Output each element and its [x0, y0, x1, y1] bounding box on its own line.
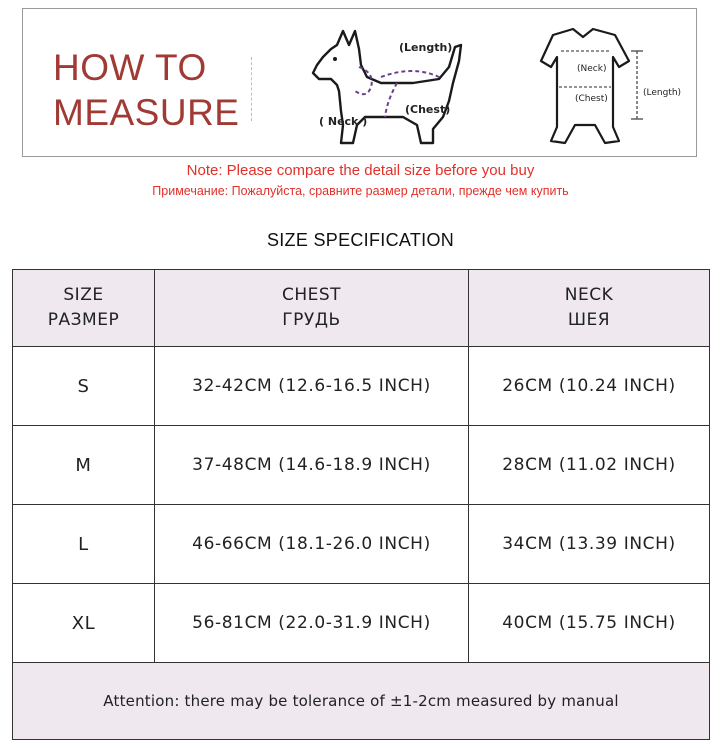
- size-specification-title: SIZE SPECIFICATION: [266, 230, 455, 250]
- tolerance-note: Attention: there may be tolerance of ±1-2cm measured by manual: [13, 663, 710, 740]
- header-size-en: SIZE: [63, 285, 104, 305]
- header-neck-en: NECK: [564, 285, 614, 305]
- size-table: [12, 269, 710, 740]
- header-chest: [155, 270, 469, 347]
- note-english: Note: Please compare the detail size before you buy: [186, 162, 535, 179]
- chest-cell: 37-48CM (14.6-18.9 INCH): [155, 426, 469, 505]
- jumpsuit-measure-illustration: [523, 23, 693, 153]
- header-size-ru: РАЗМЕР: [47, 310, 120, 330]
- header-size: [13, 270, 155, 347]
- length-measure-line: [381, 71, 439, 77]
- neck-cell: 34CM (13.39 INCH): [469, 505, 710, 584]
- note-russian: Примечание: Пожалуйста, сравните размер детали, прежде чем купить: [152, 184, 569, 198]
- table-header-row: [13, 270, 710, 347]
- dog-measure-illustration: [293, 21, 493, 156]
- neck-cell: 28CM (11.02 INCH): [469, 426, 710, 505]
- jumpsuit-outline: [541, 29, 629, 143]
- table-footer-row: [13, 663, 710, 740]
- size-cell: L: [13, 505, 155, 584]
- header-chest-en: CHEST: [281, 285, 342, 305]
- header-neck: [469, 270, 710, 347]
- size-cell: XL: [13, 584, 155, 663]
- title-line-2: MEASURE: [53, 92, 240, 133]
- title-line-1: HOW TO: [53, 47, 207, 88]
- table-row: [13, 584, 710, 663]
- header-chest-ru: ГРУДЬ: [282, 310, 341, 330]
- neck-cell: 40CM (15.75 INCH): [469, 584, 710, 663]
- suit-neck-label: (Neck): [577, 64, 607, 74]
- how-to-measure-title: [53, 45, 243, 135]
- dog-length-label: (Length): [399, 41, 453, 54]
- table-row: [13, 505, 710, 584]
- table-row: [13, 426, 710, 505]
- how-to-measure-panel: [22, 8, 697, 157]
- table-row: [13, 347, 710, 426]
- chest-cell: 32-42CM (12.6-16.5 INCH): [155, 347, 469, 426]
- suit-chest-label: (Chest): [575, 94, 608, 104]
- chest-cell: 46-66CM (18.1-26.0 INCH): [155, 505, 469, 584]
- suit-length-label: (Length): [643, 88, 682, 98]
- dog-chest-label: (Chest): [405, 103, 451, 116]
- size-cell: S: [13, 347, 155, 426]
- neck-cell: 26CM (10.24 INCH): [469, 347, 710, 426]
- chest-cell: 56-81CM (22.0-31.9 INCH): [155, 584, 469, 663]
- size-cell: M: [13, 426, 155, 505]
- dog-neck-label: ( Neck ): [319, 115, 368, 128]
- dashed-divider: [251, 57, 252, 121]
- header-neck-ru: ШЕЯ: [567, 310, 611, 330]
- dog-eye: [333, 57, 337, 61]
